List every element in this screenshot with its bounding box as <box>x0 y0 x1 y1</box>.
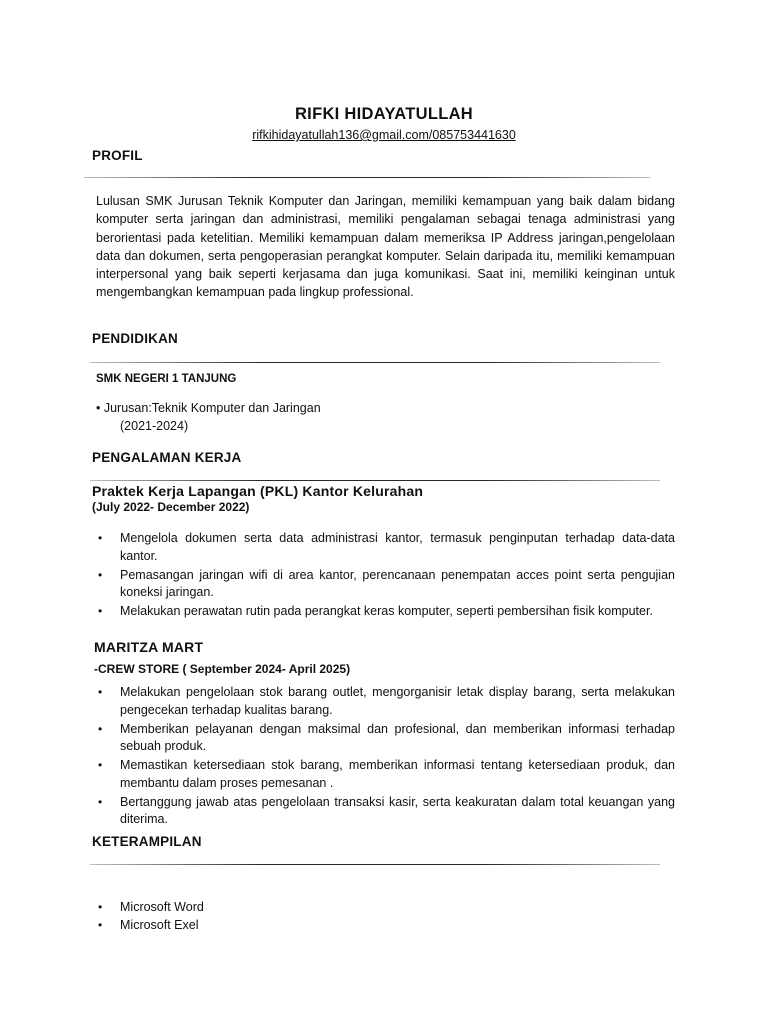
skill-label: Microsoft Word <box>120 900 204 914</box>
list-item-text: Mengelola dokumen serta data administrasi kantor, termasuk penginputan terhadap data-data kantor. <box>120 531 675 563</box>
section-heading-skills: KETERAMPILAN <box>92 834 202 849</box>
list-item <box>96 757 675 792</box>
profile-text: Lulusan SMK Jurusan Teknik Komputer dan Jaringan, memiliki kemampuan yang baik dalam bidang komputer serta jaringan dan administrasi, memiliki pengalaman sebagai tenaga administrasi yang berorientasi pada ketelitian. Memiliki kemampuan dalam memeriksa IP Address jaringan,pengelolaan data dan dokumen, serta pengoperasian perangkat komputer. Selain daripada itu, memiliki kemampuan interpersonal yang baik seperti kerjasama dan juga komunikasi. Saat ini, memiliki keinginan untuk mengembangkan kemampuan pada lingkup professional. <box>96 194 675 300</box>
list-item <box>96 603 675 621</box>
list-item-text: Bertanggung jawab atas pengelolaan transaksi kasir, serta keakuratan dalam total keuangan yang diterima. <box>120 794 675 826</box>
job-title: MARITZA MART <box>94 639 204 655</box>
section-heading-profile: PROFIL <box>92 148 143 163</box>
bullet-icon: • <box>98 721 103 736</box>
education-years: (2021-2024) <box>120 419 189 433</box>
list-item <box>96 684 675 719</box>
section-divider <box>90 480 660 481</box>
list-item <box>96 898 675 916</box>
list-item-text: Melakukan perawatan rutin pada perangkat keras komputer, seperti pembersihan fisik komputer. <box>120 604 653 618</box>
bullet-icon: • <box>98 758 103 772</box>
school-name: SMK NEGERI 1 TANJUNG <box>96 373 237 385</box>
bullet-icon: • <box>98 900 103 914</box>
list-item <box>96 567 675 602</box>
list-item <box>96 916 675 934</box>
skills-list <box>96 898 675 934</box>
job-bullet-list <box>96 530 675 622</box>
contact-line[interactable]: rifkihidayatullah136@gmail.com/085753441630 <box>252 128 516 142</box>
section-divider <box>90 864 660 865</box>
bullet-icon: • <box>98 918 103 932</box>
list-item <box>96 721 675 756</box>
bullet-icon: • <box>98 794 103 809</box>
bullet-icon: • <box>98 685 103 699</box>
bullet-icon: • <box>98 604 103 618</box>
bullet-icon: • <box>98 531 103 545</box>
bullet-icon: • <box>98 567 103 582</box>
skill-label: Microsoft Exel <box>120 918 199 932</box>
list-item-text: Memastikan ketersediaan stok barang, memberikan informasi tentang ketersediaan produk, dan membantu dalam proses pemesanan . <box>120 758 675 790</box>
section-divider <box>84 177 650 178</box>
candidate-name: RIFKI HIDAYATULLAH <box>294 105 474 123</box>
list-item-text: Melakukan pengelolaan stok barang outlet, mengorganisir letak display barang, serta melakukan pengecekan terhadap kualitas barang. <box>120 685 675 717</box>
job-bullet-list <box>96 684 675 830</box>
job-title: Praktek Kerja Lapangan (PKL) Kantor Kelurahan <box>92 483 424 499</box>
job-period: -CREW STORE ( September 2024- April 2025) <box>94 662 351 676</box>
list-item <box>96 530 675 565</box>
education-major: • Jurusan:Teknik Komputer dan Jaringan <box>96 401 321 415</box>
list-item-text: Memberikan pelayanan dengan maksimal dan profesional, dan memberikan informasi terhadap sebuah produk. <box>120 721 675 753</box>
list-item <box>96 794 675 829</box>
section-divider <box>90 362 660 363</box>
section-heading-experience: PENGALAMAN KERJA <box>92 450 242 465</box>
job-period: (July 2022- December 2022) <box>92 500 250 514</box>
list-item-text: Pemasangan jaringan wifi di area kantor, perencanaan penempatan acces point serta pengujian koneksi jaringan. <box>120 567 675 599</box>
section-heading-education: PENDIDIKAN <box>92 331 179 346</box>
